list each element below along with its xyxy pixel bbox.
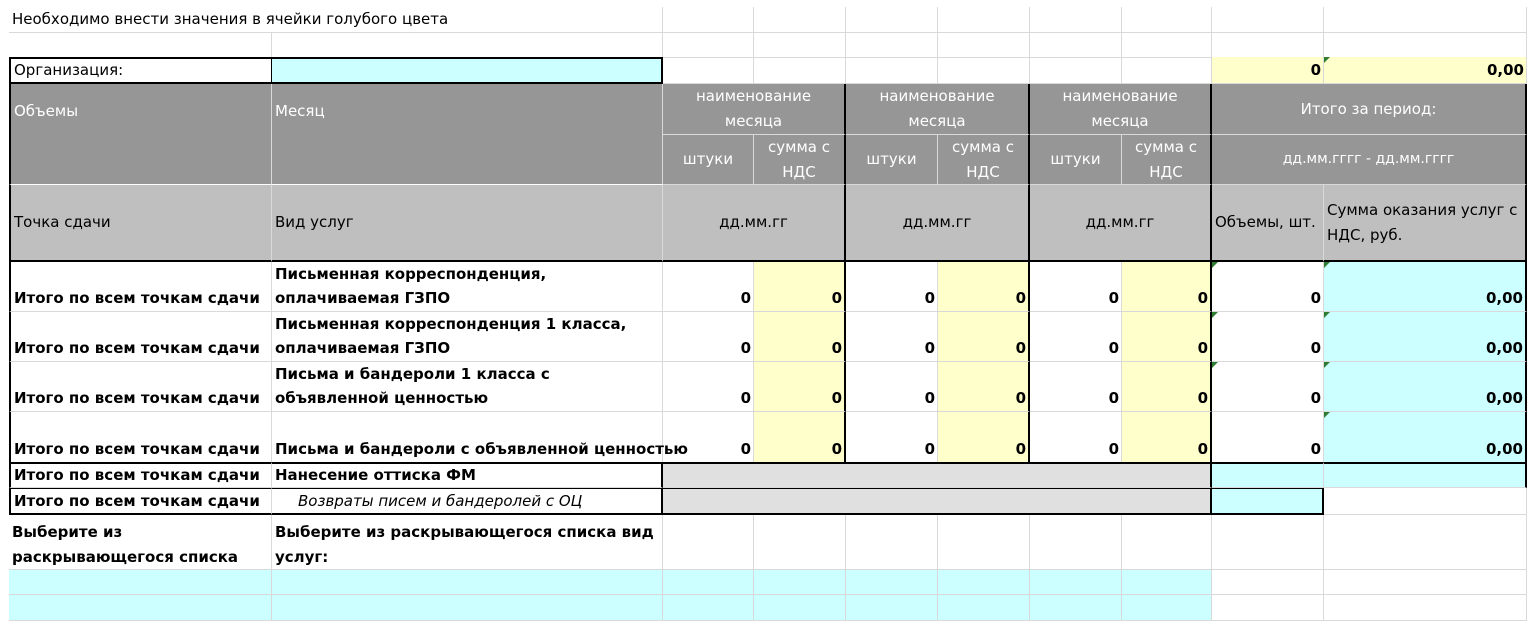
sum-cell[interactable]: 0 [1122,362,1212,412]
comment-marker-icon [1324,312,1330,318]
volume-cell[interactable]: 0 [663,312,754,362]
empty-cell[interactable] [938,33,1030,58]
empty-cell[interactable] [1122,33,1212,58]
sum-vat-header-2: сумма с НДС [938,135,1030,185]
header-delivery-point: Точка сдачи [9,185,272,262]
date-format-3: дд.мм.гг [1030,185,1212,262]
input-cell[interactable] [754,570,846,595]
total-volume-value: 0 [1310,339,1321,358]
instruction-note[interactable]: Необходимо внести значения в ячейки голубого цвета [9,7,663,33]
volume-cell[interactable]: 0 [663,412,754,463]
total-sum-cell[interactable] [1324,312,1527,362]
stamp-volume-input[interactable] [1212,462,1324,488]
empty-cell[interactable] [938,57,1030,84]
delivery-point-cell[interactable]: Итого по всем точкам сдачи [9,362,272,412]
total-volume-value: 0 [1310,389,1321,408]
comment-marker-icon [1212,312,1218,318]
empty-cell[interactable] [1212,33,1324,58]
total-sum-value: 0,00 [1485,339,1523,358]
month-name-1[interactable]: наименование месяца [663,84,846,135]
sum-cell[interactable]: 0 [1122,262,1212,312]
empty-cell[interactable] [1324,33,1527,58]
volume-cell[interactable]: 0 [846,262,938,312]
empty-cell[interactable] [846,33,938,58]
empty-cell[interactable] [1324,570,1527,595]
empty-cell[interactable] [1030,57,1122,84]
sum-cell[interactable]: 0 [938,362,1030,412]
comment-marker-icon [1212,262,1218,268]
volume-cell[interactable]: 0 [1030,362,1122,412]
pieces-header-2: штуки [846,135,938,185]
empty-cell[interactable] [846,7,938,33]
total-sum-value: 0,00 [1485,289,1523,308]
month-name-2[interactable]: наименование месяца [846,84,1030,135]
service-type-cell[interactable]: Возвраты писем и бандеролей с ОЦ [272,488,663,515]
volume-cell[interactable]: 0 [846,312,938,362]
comment-marker-icon [1324,262,1330,268]
empty-cell[interactable] [9,33,272,58]
empty-cell[interactable] [663,7,754,33]
sum-cell[interactable]: 0 [754,262,846,312]
service-type-select[interactable] [272,595,663,621]
sum-cell[interactable]: 0 [938,262,1030,312]
month-name-3[interactable]: наименование месяца [1030,84,1212,135]
sum-vat-header-3: сумма с НДС [1122,135,1212,185]
date-format-2: дд.мм.гг [846,185,1030,262]
input-cell[interactable] [938,595,1030,621]
empty-cell[interactable] [938,515,1030,570]
sum-cell[interactable]: 0 [754,362,846,412]
header-volumes-label: Объемы [14,102,79,120]
volume-cell[interactable]: 0 [1030,312,1122,362]
delivery-point-cell[interactable]: Итого по всем точкам сдачи [9,462,272,488]
input-cell[interactable] [1030,570,1122,595]
empty-cell[interactable] [663,515,754,570]
empty-cell[interactable] [1212,515,1324,570]
delivery-point-cell[interactable]: Итого по всем точкам сдачи [9,262,272,312]
total-volume-value: 0 [1310,440,1321,459]
service-type-cell[interactable]: Письма и бандероли с объявленной ценностью [272,412,663,463]
total-sum-cell[interactable] [1324,362,1527,412]
empty-cell[interactable] [1122,7,1212,33]
input-cell[interactable] [1122,570,1212,595]
empty-cell[interactable] [754,33,846,58]
header-month-label: Месяц [275,102,325,120]
sum-cell[interactable]: 0 [754,312,846,362]
empty-cell[interactable] [663,57,754,84]
input-cell[interactable] [846,570,938,595]
empty-cell[interactable] [1212,570,1324,595]
empty-cell[interactable] [846,57,938,84]
comment-marker-icon [1324,362,1330,368]
input-cell[interactable] [938,570,1030,595]
empty-cell[interactable] [1324,515,1527,570]
empty-cell[interactable] [754,57,846,84]
empty-cell[interactable] [754,515,846,570]
service-type-cell[interactable]: Письма и бандероли 1 класса с объявленной ценностью [272,362,663,412]
input-cell[interactable] [663,595,754,621]
empty-cell[interactable] [1030,7,1122,33]
empty-cell[interactable] [846,515,938,570]
empty-cell[interactable] [1324,595,1527,621]
select-point-prompt: Выберите из раскрывающегося списка [9,515,272,570]
empty-cell[interactable] [663,33,754,58]
empty-cell[interactable] [1122,515,1212,570]
header-volumes [9,84,272,185]
volume-cell[interactable]: 0 [846,362,938,412]
delivery-point-cell[interactable]: Итого по всем точкам сдачи [9,312,272,362]
empty-cell[interactable] [1212,7,1324,33]
sum-cell[interactable]: 0 [1122,312,1212,362]
service-type-cell[interactable]: Нанесение оттиска ФМ [272,462,663,488]
volume-cell[interactable]: 0 [1030,262,1122,312]
service-type-select[interactable] [272,570,663,595]
sum-cell[interactable]: 0 [938,412,1030,463]
pieces-header-3: штуки [1030,135,1122,185]
total-sum-cell[interactable] [1324,412,1527,463]
total-sum-cell[interactable] [1324,262,1527,312]
disabled-range [663,488,1212,515]
volume-cell[interactable]: 0 [1030,412,1122,463]
sum-cell[interactable]: 0 [938,312,1030,362]
input-cell[interactable] [1030,595,1122,621]
date-format-1: дд.мм.гг [663,185,846,262]
delivery-point-select[interactable] [9,570,272,595]
header-service-type: Вид услуг [272,185,663,262]
total-volume-cell[interactable] [1212,362,1324,412]
top-total-count[interactable]: 0 [1212,57,1324,84]
empty-cell[interactable] [272,33,663,58]
empty-cell[interactable] [1030,515,1122,570]
comment-marker-icon [1212,362,1218,368]
empty-cell[interactable] [1212,595,1324,621]
organization-input[interactable] [272,57,663,84]
total-sum-value: 0,00 [1485,440,1523,459]
input-cell[interactable] [846,595,938,621]
organization-label: Организация: [9,57,272,84]
empty-cell[interactable] [1030,33,1122,58]
empty-cell[interactable] [1324,488,1527,515]
volume-cell[interactable]: 0 [663,262,754,312]
delivery-point-cell[interactable]: Итого по всем точкам сдачи [9,412,272,463]
total-sum-value: 0,00 [1485,389,1523,408]
stamp-sum-input[interactable] [1324,462,1527,488]
volume-cell[interactable]: 0 [663,362,754,412]
service-type-cell[interactable]: Письменная корреспонденция 1 класса, оплачиваемая ГЗПО [272,312,663,362]
input-cell[interactable] [754,595,846,621]
total-volume-cell[interactable] [1212,412,1324,463]
period-range[interactable]: дд.мм.гггг - дд.мм.гггг [1212,135,1527,185]
header-volumes-pcs: Объемы, шт. [1212,185,1324,262]
total-volume-value: 0 [1310,289,1321,308]
empty-cell[interactable] [938,7,1030,33]
returns-volume-input[interactable] [1212,488,1324,515]
sum-cell[interactable]: 0 [754,412,846,463]
top-total-sum[interactable] [1324,57,1527,84]
empty-cell[interactable] [1122,57,1212,84]
total-volume-cell[interactable] [1212,262,1324,312]
select-service-prompt: Выберите из раскрывающегося списка вид услуг: [272,515,663,570]
comment-marker-icon [1324,57,1330,63]
sum-cell[interactable]: 0 [1122,412,1212,463]
delivery-point-cell[interactable]: Итого по всем точкам сдачи [9,488,272,515]
header-service-sum: Сумма оказания услуг с НДС, руб. [1324,185,1527,262]
input-cell[interactable] [1122,595,1212,621]
empty-cell[interactable] [1324,7,1527,33]
disabled-range [663,462,1212,488]
delivery-point-select[interactable] [9,595,272,621]
total-volume-cell[interactable] [1212,312,1324,362]
volume-cell[interactable]: 0 [846,412,938,463]
header-month [272,84,663,185]
pieces-header-1: штуки [663,135,754,185]
service-type-cell[interactable]: Письменная корреспонденция, оплачиваемая ГЗПО [272,262,663,312]
input-cell[interactable] [663,570,754,595]
top-total-sum-value: 0,00 [1486,61,1524,80]
comment-marker-icon [1324,412,1330,418]
sum-vat-header-1: сумма с НДС [754,135,846,185]
empty-cell[interactable] [754,7,846,33]
total-period-header: Итого за период: [1212,84,1527,135]
